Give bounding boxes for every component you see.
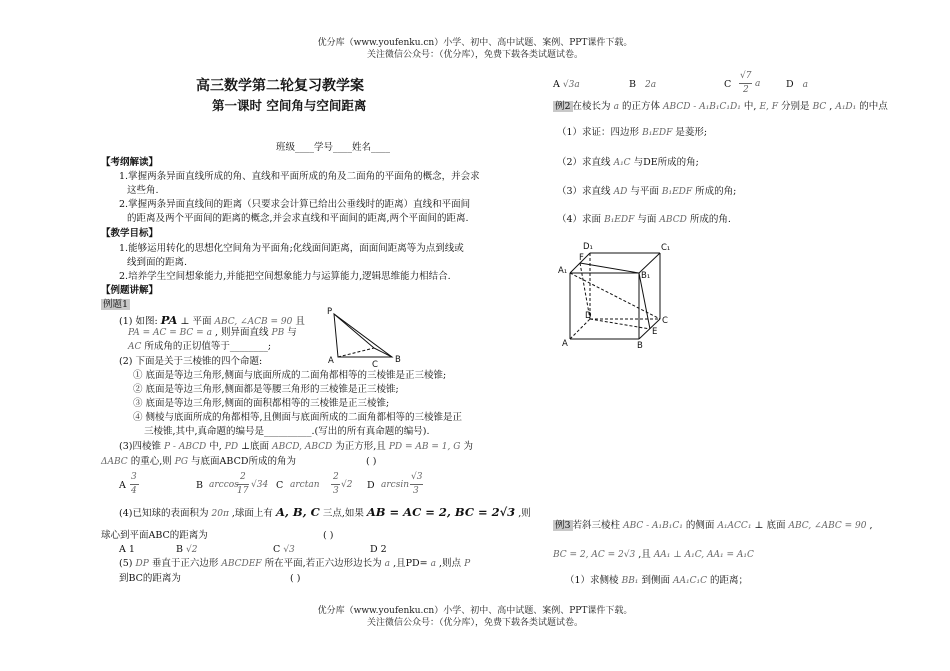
q3-opt-a-den: 4 [131,486,137,496]
ex2-item-3-pre: （3）求直线 [557,186,611,197]
q4-math-points: A, B, C [275,505,320,519]
q1-math-abc: ABC, ∠ACB = 90 [214,317,293,327]
cube-edge-fb1 [580,263,639,273]
ex3-q1 [565,575,748,587]
q4-text-c: 三点,如果 [322,508,364,519]
cube-label-c: C [662,316,668,326]
q3-opt-d-label: D [367,480,375,491]
ex2-item-3-post: 与平面 [630,186,659,197]
ex2-item-1-math: B₁EDF [642,128,673,138]
ex2-item-3-post2: 所成的角; [695,186,737,197]
ex2-math-ef: E, F [759,102,778,112]
q4-opt-b-label: B [176,544,183,555]
q5-opt-c-num: √7 [740,71,752,81]
cube-label-d: D [585,311,592,321]
ex3-q1-math-face: AA₁C₁C [673,576,707,586]
section-examples: 【例题讲解】 [101,285,159,296]
ex1-q2-intro: (2) 下面是关于三棱锥的四个命题: [119,356,263,367]
q3-text-f: 的重心,则 [130,456,172,467]
pyramid-edge-ac [338,348,374,357]
pyramid-label-a: A [328,356,334,366]
ex1-label [101,299,130,311]
header-line-1: 优分库（www.youfenku.cn）小学、初中、高中试题、案例、PPT课件下载。 [317,38,633,48]
cube-label-f: F [579,253,584,263]
ex1-label-text: 例题1 [103,299,129,310]
exam-point-2b: 的距离及两个平面间的距离的概念,并会求直线和平面间的距离,两个平面间的距离. [127,213,469,224]
cube-label-b1: B₁ [641,271,651,281]
ex1-q2-item-2: ② 底面是等边三角形,侧面都是等腰三角形的三棱锥是正三棱锥; [133,384,399,395]
q5-text-d: ,且PD= [393,558,428,569]
q4-opt-b-math: √2 [186,545,198,555]
ex2-text-e: , [829,101,833,112]
ex3-text-e: ,且 [638,549,651,560]
q5-opt-d [786,79,808,91]
ex3-math-abc: ABC, ∠ABC = 90 [788,521,867,531]
q5-answer-paren: ( ) [290,573,301,584]
q4-text-b: ,球面上有 [231,508,273,519]
q5-text-c: 所在平面,若正六边形边长为 [264,558,382,569]
q5-opt-a-label: A [553,79,560,90]
q5-opt-a-math: √3a [562,80,580,90]
q3-opt-a-num: 3 [131,472,137,482]
q3-text-a: (3)四棱锥 [119,441,161,452]
q3-math-abcd: ABCD, ABCD [272,442,333,452]
ex3-q1-pre: （1）求侧棱 [565,575,619,586]
ex2-item-1-post: 是菱形; [675,127,708,138]
cube-label-d1: D₁ [583,242,593,252]
ex3-text-d: , [869,520,873,531]
q5-math-a1: a [384,559,391,569]
q3-opt-d-fracbar [410,484,423,485]
q4-opt-b [176,544,197,556]
ex2-item-4-post: 与面 [637,214,657,225]
q5-math-dp: DP [135,559,149,569]
q3-opt-c-fn: arctan [290,480,320,490]
q1-math-ac: AC [128,342,142,352]
ex1-q1-line2 [128,327,297,339]
ex2-math-a: a [613,102,619,112]
ex1-q3-line1 [119,441,473,453]
q4-opt-c-label: C [273,544,281,555]
q5-opt-b-label: B [629,79,636,90]
header-line-2: 关注微信公众号：（优分库），免费下载各类试题试卷。 [366,50,583,60]
q3-math-pdab: PD = AB = 1, G [388,442,461,452]
section-exam: 【考纲解读】 [101,157,159,168]
ex3-q1-post: 的距离； [710,575,749,586]
cube-edge-ad [570,319,590,339]
goal-1b: 线到面的距离. [127,257,188,268]
ex2-item-1-pre: （1）求证：四边形 [557,127,640,138]
cube-figure [555,240,685,350]
q3-text-g: 与底面ABCD所成的角为 [191,456,296,467]
ex2-item-4-pre: （4）求面 [557,214,602,225]
q4-opt-d: D 2 [370,544,387,555]
ex3-math-cond: AA₁ ⊥ A₁C, AA₁ = A₁C [653,550,754,560]
q5-opt-b-math: 2a [645,80,657,90]
q4-answer-paren: ( ) [323,530,334,541]
pyramid-label-c: C [372,360,378,370]
doc-subtitle: 第一课时 空间角与空间距离 [212,98,367,113]
cube-edge-de [590,319,650,329]
ex1-q5-line1 [119,558,470,570]
q3-opt-b-rad: √34 [251,480,269,490]
goal-1a: 1.能够运用转化的思想化空间角为平面角;化线面间距离，面面间距离等为点到线或 [119,243,464,254]
q5-opt-c-math: a [755,79,761,89]
q4-math-area: 20π [211,509,229,519]
q3-math-pd: PD [224,442,239,452]
q1-text-e: 与 [287,327,297,338]
footer-line-2: 关注微信公众号：（优分库），免费下载各类试题试卷。 [366,618,583,628]
ex3-text-a: 若斜三棱柱 [572,520,621,531]
exam-point-2a: 2.掌握两条异面直线间的距离（只要求会计算已给出公垂线时的距离）直线和平面间 [119,199,471,210]
cube-label-c1: C₁ [661,243,671,253]
q3-opt-d-fn: arcsin [381,480,410,490]
ex3-math-face: A₁ACC₁ [717,521,752,531]
q4-math-lengths: AB = AC = 2, BC = 2√3 [366,505,516,519]
ex2-item-3 [557,186,736,198]
pyramid-edge-cb [374,348,392,357]
q3-opt-b-num: 2 [240,472,246,482]
ex1-q3-line2 [101,456,296,468]
ex2-item-3-math: AD [613,187,628,197]
q3-opt-c-num: 2 [333,472,339,482]
q3-text-b: 中, [209,441,222,452]
q3-math-pg: PG [174,457,189,467]
q3-opt-c-rad: √2 [341,480,353,490]
q5-opt-a [553,79,580,91]
ex1-q5-line2: 到BC的距离为 [119,573,181,584]
ex3-line2 [553,549,754,561]
ex2-item-2-pre: （2）求直线 [557,157,611,168]
doc-title: 高三数学第二轮复习教学案 [196,78,364,94]
q5-math-p: P [464,559,471,569]
ex2-math-bc: BC [812,102,827,112]
q5-opt-c-fracbar [739,83,752,84]
q5-opt-c-label: C [724,79,732,90]
pyramid-figure [322,306,412,368]
q5-text-a: (5) [119,558,133,569]
ex3-math-lengths: BC = 2, AC = 2√3 [553,550,636,560]
cube-label-a: A [562,339,568,349]
q3-opt-c-label: C [276,480,284,491]
q3-opt-a-fracbar [130,484,139,485]
ex1-q2-item-1: ① 底面是等边三角形,侧面与底面所成的二面角都相等的三棱锥是正三棱锥; [133,370,447,381]
ex2-item-1 [557,127,707,139]
q3-opt-b-fracbar [237,484,249,485]
q3-opt-b-fn: arccos [209,480,239,490]
q5-text-e: ,则点 [439,558,462,569]
ex3-text-c: 底面 [766,520,786,531]
q1-text-f: 所成角的正切值等于________; [144,341,272,352]
ex2-item-3-math2: B₁EDF [661,187,693,197]
q5-text-b: 垂直于正六边形 [151,558,219,569]
q1-text-d: , 则异面直线 [214,327,269,338]
q3-opt-c-fracbar [331,484,340,485]
ex2-item-4-math2: ABCD [659,215,687,225]
q4-text-a: (4)已知球的表面积为 [119,508,209,519]
q4-opt-a: A 1 [119,544,135,555]
q3-text-e: 为 [463,441,473,452]
q1-math-pa: PA [160,313,178,327]
ex2-item-4-post2: 所成的角. [689,214,731,225]
q5-math-a2: a [430,559,436,569]
goal-2: 2.培养学生空间想象能力,并能把空间想象能力与运算能力,逻辑思维能力相结合. [119,271,451,282]
ex1-q2-item-4: ④ 侧棱与底面所成的角都相等,且侧面与底面所成的二面角都相等的三棱锥是正 [133,412,463,423]
pyramid-edge-pc [334,314,374,348]
cube-edge-b1e [639,273,650,329]
q3-text-d: 为正方形,且 [335,441,386,452]
q1-perp: ⊥ [180,316,190,327]
q4-text-d: ,则 [518,508,531,519]
q5-opt-d-math: a [802,80,809,90]
ex1-q1-line1 [119,313,305,328]
ex2-math-cube: ABCD - A₁B₁C₁D₁ [663,102,741,112]
q3-opt-b-den: 17 [237,486,249,496]
q1-text-a: (1) 如图: [119,316,158,327]
ex3-perp: ⊥ [754,520,764,531]
q3-opt-c-den: 3 [333,486,339,496]
ex2-item-2 [557,157,699,169]
ex2-text-f: 的中点 [859,101,888,112]
q5-opt-d-label: D [786,79,794,90]
ex2-math-a1d1: A₁D₁ [835,102,857,112]
q3-opt-a-label: A [119,480,126,491]
q5-opt-b [629,79,656,91]
ex2-text-a: 在棱长为 [572,101,611,112]
q1-text-b: 平面 [192,316,212,327]
ex2-item-4 [557,214,731,226]
exam-point-1a: 1.掌握两条异面直线所成的角、直线和平面所成的角及二面角的平面角的概念，并会求 [119,171,480,182]
class-line: 班级____学号____姓名____ [276,142,391,153]
cube-label-a1: A₁ [558,266,568,276]
q1-math-eq: PA = AC = BC = a [128,328,212,338]
ex1-q2-item-3: ③ 底面是等边三角形,侧面的面积都相等的三棱锥是正三棱锥; [133,398,390,409]
q5-opt-c-den: 2 [743,85,749,95]
q3-answer-paren: ( ) [366,456,377,467]
q3-opt-d-num: √3 [411,472,423,482]
q3-opt-b-label: B [196,480,203,491]
q3-text-c: ⊥底面 [241,441,270,452]
q1-text-c: 且 [295,316,305,327]
q1-math-pb: PB [271,328,285,338]
ex1-q4-line1 [119,505,531,520]
ex3-q1-mid: 到侧面 [641,575,670,586]
q3-opt-d-den: 3 [413,486,419,496]
ex1-q4-line2: 球心到平面ABC的距离为 [101,530,208,541]
cube-label-b: B [637,341,643,351]
pyramid-label-p: P [327,307,333,317]
section-goals: 【教学目标】 [101,228,159,239]
ex2-label: 例2 [555,101,571,112]
ex2-text-c: 中, [743,101,757,112]
exam-point-1b: 这些角. [127,185,159,196]
ex2-text-b: 的正方体 [622,101,661,112]
footer-line-1: 优分库（www.youfenku.cn）小学、初中、高中试题、案例、PPT课件下载。 [317,606,633,616]
ex2-item-2-math: A₁C [613,158,631,168]
ex1-q2-item-4b: 三棱锥,其中,真命题的编号是__________.(写出的所有真命题的编号). [144,426,430,437]
cube-label-e: E [652,327,658,337]
cube-edge-b1c1 [639,253,660,273]
ex1-q1-line3 [128,341,271,353]
ex2-text-d: 分别是 [781,101,810,112]
ex3-math-prism: ABC - A₁B₁C₁ [623,521,683,531]
q4-opt-c-math: √3 [283,545,295,555]
q4-opt-c [273,544,295,556]
ex3-text-b: 的侧面 [685,520,715,531]
ex3-line1 [553,520,873,532]
ex2-item-4-math: B₁EDF [604,215,635,225]
pyramid-label-b: B [395,355,401,365]
q3-math-triangle: ΔABC [101,457,128,467]
q3-math-pabcd: P - ABCD [164,442,207,452]
ex2-line1 [553,101,888,113]
ex3-label: 例3 [555,520,571,531]
ex3-q1-math-bb1: BB₁ [621,576,639,586]
q5-math-hex: ABCDEF [221,559,262,569]
ex2-item-2-post: 与DE所成的角; [633,157,699,168]
